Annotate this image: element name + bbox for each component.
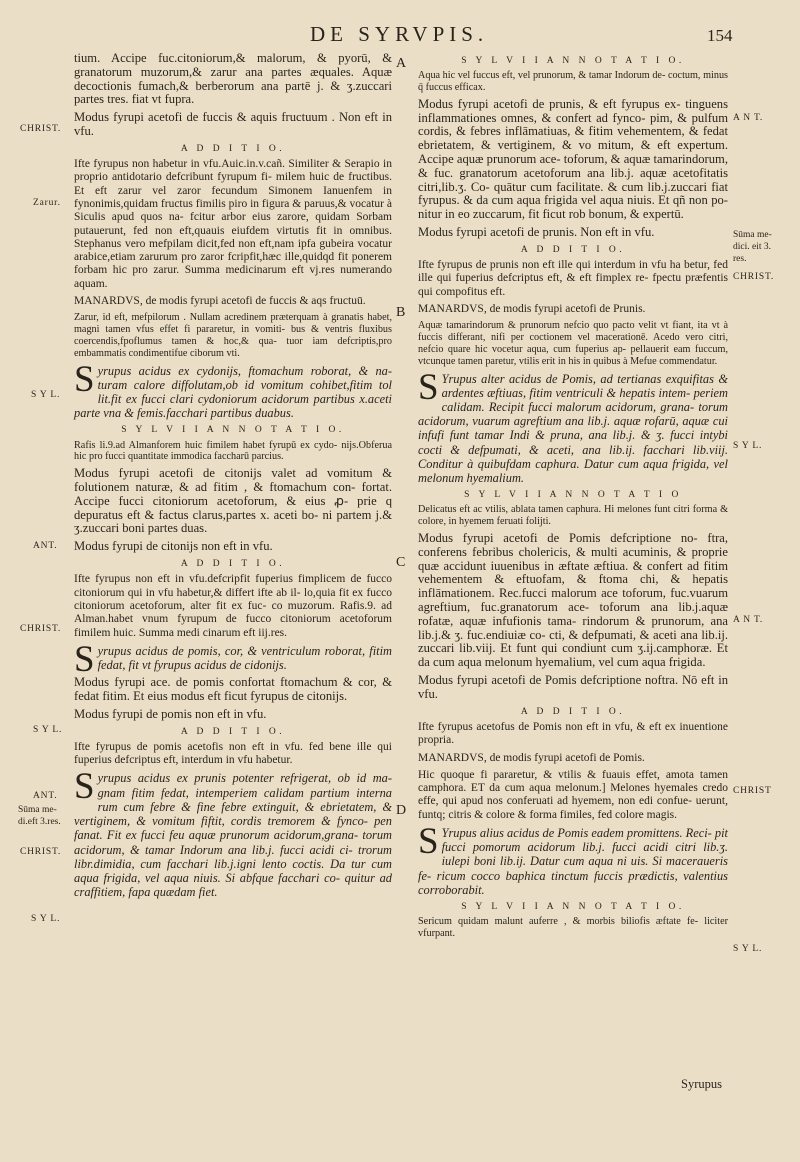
text-paragraph (418, 674, 728, 702)
margin-note: dici. eit 3. (733, 242, 771, 252)
text-paragraph (74, 708, 392, 722)
text-paragraph (74, 312, 392, 359)
text-paragraph (74, 467, 392, 536)
paragraph-text: MANARDVS, de modis fyrupi acetofi de Prunis. (418, 303, 646, 316)
section-heading (418, 55, 728, 68)
margin-label: CHRIST. (733, 272, 775, 282)
margin-label: S Y L. (31, 390, 61, 400)
paragraph-text: Modus fyrupi acetofi de prunis, & eft fyrupus ex- tinguens inflammationes omnes, & confert ad fynco- pim, & pulfum cordis, & febres inflāmatiuas, & fitim vehementem, & fedat ebrietatem, & vertiginem, & vo mitum, & eft expertum. Accipe aquæ prunorum ace- toforum, & aquæ tamarindorum, & fuc. granatorum acetoforum ana lib.j. aquæ acetofitatis citri,lib.ʒ. Co- quātur cum facilitate. & cum lib.j.zuccari fiat fyrupus. & da cum aqua frigida vel aqua niuis. Et qñ non po- nitur in eo zuccarum, fit ficut rob bonum, & expertū. (418, 96, 728, 222)
text-paragraph (418, 320, 728, 367)
text-paragraph (74, 295, 392, 308)
section-letter: C (396, 555, 406, 570)
margin-note: Sūma me- (733, 230, 772, 240)
left-column (74, 52, 392, 903)
paragraph-text: A D D I T I O. (180, 726, 286, 737)
text-paragraph (418, 752, 728, 765)
text-paragraph (418, 916, 728, 940)
margin-label: A N T. (733, 113, 764, 123)
section-heading (74, 424, 392, 437)
drop-cap: S (418, 366, 439, 408)
text-paragraph (74, 676, 392, 704)
section-letter: B (396, 305, 406, 320)
paragraph-text: Ifte fyrupus non eft in vfu.defcripfit fuperius fimplicem de fucco citoniorum qui in vfu habetur,& differt ifte ab il- lo,quia fit ex fucco citoniorum acetoforum, alter fit ex fuc- co muzorum. Rafis.9. ad Alman.habet vnum fyrupum de fucco citoniorum acetoforum fimilem huic. Summa medi cinarum eft iij.res. (74, 573, 392, 639)
paragraph-text: Delicatus eft ac vtilis, ablata tamen caphura. Hi melones funt citri forma & colore, in hyemem feruati folijti. (418, 504, 728, 528)
section-heading (74, 726, 392, 739)
paragraph-text: Aqua hic vel fuccus eft, vel prunorum, & tamar Indorum de- coctum, minus q̄ fuccus efficax. (418, 70, 728, 94)
margin-note: di.eft 3.res. (18, 817, 61, 827)
paragraph-text: A D D I T I O. (180, 143, 286, 154)
paragraph-text: Modus fyrupi acetofi de Pomis defcriptione noftra. Nō eft in vfu. (418, 673, 728, 701)
section-heading (418, 901, 728, 914)
section-letter: D (396, 803, 407, 818)
page-header (0, 22, 800, 52)
paragraph-text: S Y L V I I A N N O T A T I O. (121, 425, 345, 436)
paragraph-text: Ifte fyrupus de pomis acetofis non eft in vfu. fed bene ille qui fuperius defcriptus eft, interdum in vfu habetur. (74, 740, 392, 767)
margin-label: Zarur. (33, 198, 61, 208)
recipe-paragraph (74, 766, 392, 900)
recipe-paragraph (418, 366, 728, 486)
paragraph-text: A D D I T I O. (520, 706, 626, 717)
section-heading (418, 489, 728, 502)
text-paragraph (74, 111, 392, 139)
section-heading (418, 244, 728, 257)
recipe-paragraph (74, 638, 392, 680)
drop-cap: S (418, 820, 439, 862)
paragraph-text: A D D I T I O. (180, 559, 286, 570)
text-paragraph (74, 741, 392, 768)
text-paragraph (418, 504, 728, 528)
paragraph-text: Hic quoque fi pararetur, & vtilis & fuauis effet, amota tamen camphora. ET da cum aqua melonum.] Melones hyemales credo effe, qui apud nos conferuati ad hyemem, non edi confue- uerunt, funtq; citris & colore & forma fimiles, fed colore magis. (418, 768, 728, 821)
text-paragraph (418, 303, 728, 316)
paragraph-text: Yrupus alter acidus de Pomis, ad tertianas exquifitas & ardentes æftiuas, fitim ventriculi & hepatis intem- periem calidam. Recipit fucci malorum acidorum, grana- torum acidorum, vuarum agreftium ana lib.j. aquæ rofarū, aquæ cui infufi funt tamar Indi & pruna, ana lib.j. & ʒ. fucci intybi cocti & defpumati, & aceti, ana lib.ij. facchari lib.viij. Conditur à quibufdam caphura. Datur cum aqua frigida, vel melonum hyemalium. (418, 371, 728, 485)
margin-label: CHRIST (733, 786, 772, 796)
paragraph-text: MANARDVS, de modis fyrupi acetofi de Pomis. (418, 751, 645, 764)
section-heading (74, 558, 392, 571)
section-letter: A (396, 56, 407, 71)
paragraph-text: Modus fyrupi acetofi de fuccis & aquis fructuum . Non eft in vfu. (74, 110, 392, 138)
margin-label: CHRIST. (20, 124, 62, 134)
margin-label: A N T. (733, 615, 764, 625)
recipe-paragraph (418, 820, 728, 897)
paragraph-text: S Y L V I I A N N O T A T I O. (461, 902, 685, 912)
text-paragraph (418, 226, 728, 240)
text-paragraph (74, 573, 392, 639)
paragraph-text: yrupus acidus ex prunis potenter refrigerat, ob id ma- gnam fitim fedat, intemperiem calidam partium interna rum cum febre & fine febre extinguit, & ebrietatem, & vertiginem, & vomitum fiftit, cordis tremorem & fynco- pen fanat. Fit ex fucci feu aquæ prunorum acidorum,grana- torum acidorum, & tamar Indorum ana lib.j. fucci acidi ci- trorum libr.dimidia, cum facchari lib.j.igni lento coctis. Da tur cum aqua frigida, vel aqua niuis. Si abfque facchari co- quitur ad craffitiem, fapa quædam fiet. (74, 771, 392, 900)
text-paragraph (74, 440, 392, 464)
text-paragraph (74, 540, 392, 554)
margin-note: res. (733, 254, 747, 264)
paragraph-text: Modus fyrupi acetofi de Pomis defcriptione no- ftra, conferens febribus cholericis, & multi acuminis, & proprie quæ accidunt iuuenibus in æftate æftiua. & confert ad fitim vehementem & eftuofam, & ftoma chi, & hepatis inflāmationem. Rec.fucci malorum ace toforum, fuc.vuarum agreftium, fuc.granatorum ace- toforum ana lib.j.aquæ rofatæ, aquæ infufionis tama- rindorum & prunorum, ana lib.j.& ʒ. fuc.endiuiæ co- cti, & defpumati, & aceti ana lib.ij. zuccari lib.viij. Et funt qui condiunt cum ʒ.ij.camphoræ. Et da cum aqua melonum hyemalium, vel cum aqua frigida. (418, 531, 728, 670)
paragraph-text: Sericum quidam malunt auferre , & morbis biliofis æftate fe- liciter vfurpant. (418, 916, 728, 940)
text-paragraph (74, 158, 392, 291)
paragraph-text: Modus fyrupi de pomis non eft in vfu. (74, 706, 267, 721)
paragraph-text: A D D I T I O. (520, 244, 626, 255)
text-paragraph (418, 98, 728, 222)
paragraph-text: Ifte fyrupus non habetur in vfu.Auic.in.v.cañ. Similiter & Serapio in proprio antidotario defcribunt fyrupum fi- milem huic de fructibus. Et eft zarur vel zaror fecundum Simonem Ianuenfem in fynonimis,quidam fructus fimilis piro in figura & paruus,& vocatur à Siculis apud quos na- fcitur arbor eius zarore, quidam Sorbam putauerunt, fed non eft,quauis eiufdem virtutis fit in omnibus. Stephanus vero mefpilam dicit,fed non eft,nam ipfa gubeira vocatur arabice,etiam zarurum pro zaror fcripfit,hæc ille,quidqd fit ponerem forbam hic pro zarur. Summa medicinarum eft vj.res numerando aquam. (74, 158, 392, 290)
paragraph-text: Rafis li.9.ad Almanforem huic fimilem habet fyrupū ex cydo- nijs.Obferua hic pro fucci quantitate immodica faccharū parcius. (74, 439, 392, 463)
catchword: Syrupus (681, 1077, 722, 1091)
margin-label: S Y L. (31, 914, 61, 924)
text-paragraph (418, 532, 728, 670)
text-paragraph (418, 259, 728, 299)
text-paragraph (418, 721, 728, 748)
paragraph-text: yrupus acidus ex cydonijs, ftomachum roborat, & na- turam calore diffolutam,ob id vomitum cohibet,fitim tol lit.fit ex fucci clari cydoniorum acidorum partibus x.aceti parte vna & femis.facchari partibus duabus. (74, 363, 392, 421)
drop-cap: S (74, 358, 95, 400)
paragraph-text: S Y L V I I A N N O T A T I O (464, 490, 682, 501)
text-paragraph (418, 769, 728, 822)
folio-number: 154 (707, 26, 733, 45)
margin-label: CHRIST. (20, 624, 62, 634)
margin-label: ANT. (33, 541, 58, 551)
section-heading (74, 143, 392, 156)
paragraph-text: Modus fyrupi de citonijs non eft in vfu. (74, 539, 273, 554)
margin-label: S Y L. (733, 944, 763, 954)
margin-label: CHRIST. (20, 847, 62, 857)
running-title: DE SYRVPIS. (310, 22, 489, 46)
paragraph-text: Modus fyrupi ace. de pomis confortat ftomachum & cor, & fedat fitim. Et eius modus eft ficut fyrupus de citonijs. (74, 675, 392, 703)
margin-label: S Y L. (33, 725, 63, 735)
paragraph-text: Aquæ tamarindorum & prunorum nefcio quo pacto velit vt fiant, ita vt à fuccis differant, nifi per coctionem vel macerationē. Acedo vero citri, nefcio quare hic vocetur aqua, cum fuperius ap- pellauerit eam fuccum, vtcunque tamen paretur, vtilis erit in his in quibus à Mefue commendatur. (418, 320, 728, 367)
paragraph-text: Zarur, id eft, mefpilorum . Nullam acredinem præterquam à granatis habet, magni tamen vfus effet fi pararetur, in vomiti- bus & ventris fluxibus coercendis,fpoflumus tamen & hoc,& qua- tuor iam defcriptis,pro embammatis condimentifue ciborum vti. (74, 312, 392, 359)
text-paragraph (74, 52, 392, 107)
section-heading (418, 706, 728, 719)
paragraph-text: MANARDVS, de modis fyrupi acetofi de fuccis & aqs fructuū. (74, 295, 366, 308)
paragraph-text: yrupus acidus de pomis, cor, & ventriculum roborat, fitim fedat, fit vt fyrupus acidus de cidonijs. (97, 643, 392, 672)
paragraph-text: Ifte fyrupus acetofus de Pomis non eft in vfu, & eft ex inuentione propria. (418, 720, 728, 747)
paragraph-text: Modus fyrupi acetofi de prunis. Non eft in vfu. (418, 225, 655, 240)
recipe-paragraph (74, 358, 392, 421)
margin-note: Sūma me- (18, 805, 57, 815)
paragraph-text: Yrupus alius acidus de Pomis eadem promittens. Reci- pit fucci pomorum acidorum lib.j. fucci acidi citri lib.ʒ. iulepi boni lib.ij. Datur cum aqua ni uis. Si maceraueris fe- ricum cocco baphica tinctum fuccis prædictis, valentius corroborabit. (418, 825, 728, 897)
paragraph-text: S Y L V I I A N N O T A T I O. (461, 56, 685, 66)
text-paragraph (418, 70, 728, 94)
paragraph-text: Ifte fyrupus de prunis non eft ille qui interdum in vfu ha betur, fed ille qui fuperius defcriptus eft, & eft fimplex re- fpectu præfentis qui compofitus eft. (418, 259, 728, 298)
margin-label: S Y L. (733, 441, 763, 451)
paragraph-text: tium. Accipe fuc.citoniorum,& malorum, & pyorū, & granatorum muzorum,& zarur ana partes æquales. Aquæ decoctionis fumach,& berberorum ana partē j. & ʒ.zuccari partes tres. fiat vt fupra. (74, 51, 392, 107)
drop-cap: S (74, 766, 95, 808)
drop-cap: S (74, 638, 95, 680)
margin-label: ANT. (33, 791, 58, 801)
paragraph-text: Modus fyrupi acetofi de citonijs valet ad vomitum & folutionem naturæ, & ad fitim , & ftomachum con- fortat. Accipe fucci citoniorum acetoforum, & eius ꝓ- prie q depuratus eft & factus clarus,partes x. aceti bo- ni partem j.& ʒ.zuccari boni partes duas. (74, 466, 392, 536)
right-column (418, 52, 728, 944)
